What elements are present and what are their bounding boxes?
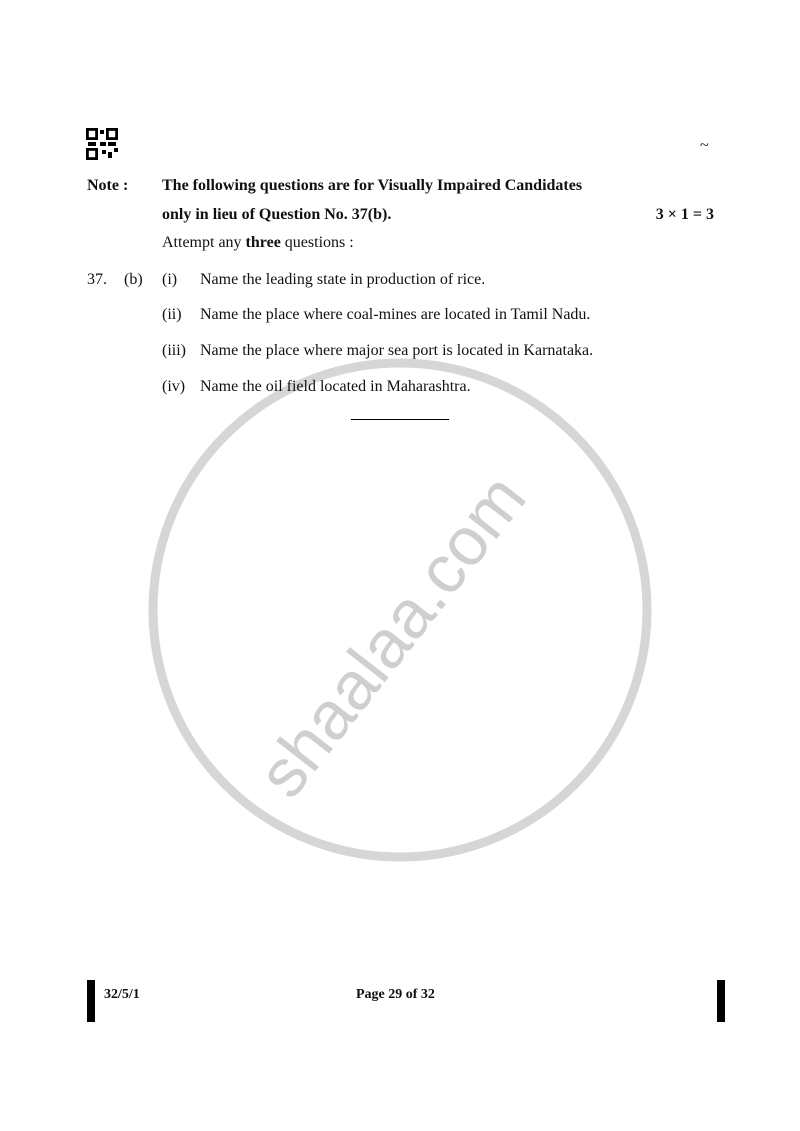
attempt-instruction bbox=[162, 233, 354, 253]
paper-code: 32/5/1 bbox=[104, 987, 140, 1002]
marks: 3 × 1 = 3 bbox=[655, 206, 714, 223]
page-number: Page 29 of 32 bbox=[356, 987, 435, 1002]
item-text: Name the leading state in production of rice. bbox=[200, 271, 486, 288]
item-num: (ii) bbox=[162, 306, 182, 323]
note-label: Note : bbox=[87, 177, 129, 194]
note-line-1: The following questions are for Visually Impaired Candidates bbox=[162, 177, 583, 194]
item-num: (iii) bbox=[162, 342, 186, 359]
footer-right-bar bbox=[717, 980, 725, 1022]
header-mark: ~ bbox=[700, 137, 709, 154]
note-line-2: only in lieu of Question No. 37(b). bbox=[162, 206, 392, 223]
watermark-text: shaalaa.com bbox=[243, 460, 541, 812]
attempt-pre: Attempt any bbox=[162, 234, 246, 251]
qr-code-icon bbox=[86, 128, 118, 160]
question-part: (b) bbox=[124, 271, 143, 288]
item-num: (iv) bbox=[162, 378, 186, 395]
item-num: (i) bbox=[162, 271, 178, 288]
attempt-post: questions : bbox=[280, 234, 354, 251]
item-text: Name the place where major sea port is located in Karnataka. bbox=[200, 342, 594, 359]
watermark-circle bbox=[153, 363, 647, 857]
attempt-bold: three bbox=[245, 234, 281, 251]
end-divider bbox=[351, 419, 449, 420]
item-text: Name the place where coal-mines are located in Tamil Nadu. bbox=[200, 306, 591, 323]
item-text: Name the oil field located in Maharashtra. bbox=[200, 378, 471, 395]
question-number: 37. bbox=[87, 271, 107, 288]
footer-left-bar bbox=[87, 980, 95, 1022]
